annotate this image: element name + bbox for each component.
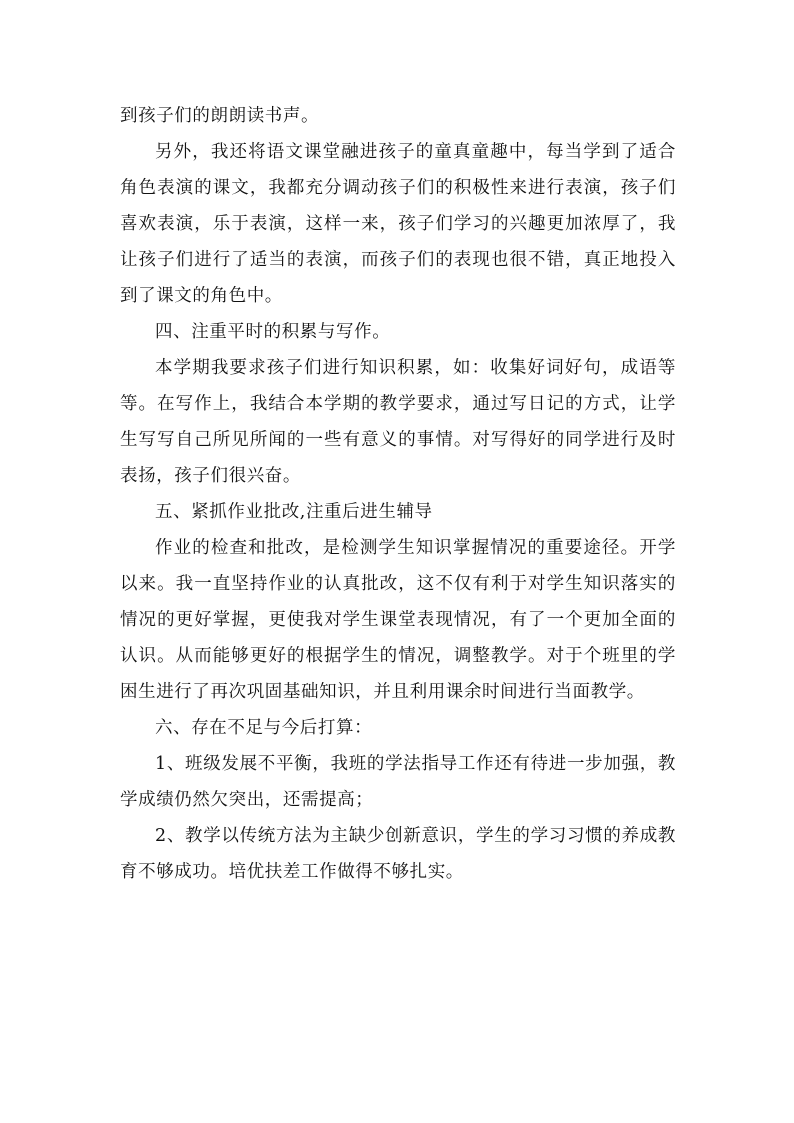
- list-item-2: 2、教学以传统方法为主缺少创新意识，学生的学习习惯的养成教育不够成功。培优扶差工作做得不够扎实。: [120, 826, 676, 882]
- document-body: [120, 98, 676, 890]
- list-item-1: 1、班级发展不平衡，我班的学法指导工作还有待进一步加强，教学成绩仍然欠突出，还需提高；: [120, 754, 676, 810]
- section-heading-5: 五、紧抓作业批改,注重后进生辅导: [155, 502, 433, 522]
- section-heading-4: 四、注重平时的积累与写作。: [155, 322, 391, 342]
- paragraph-accumulation: 本学期我要求孩子们进行知识积累，如：收集好词好句，成语等等。在写作上，我结合本学期的教学要求，通过写日记的方式，让学生写写自己所见所闻的一些有意义的事情。对写得好的同学进行及时表扬，孩子们很兴奋。: [120, 358, 676, 486]
- section-heading-6: 六、存在不足与今后打算：: [155, 718, 373, 738]
- paragraph-homework: 作业的检查和批改，是检测学生知识掌握情况的重要途径。开学以来。我一直坚持作业的认真批改，这不仅有利于对学生知识落实的情况的更好掌握，更使我对学生课堂表现情况，有了一个更加全面的认识。从而能够更好的根据学生的情况，调整教学。对于个班里的学困生进行了再次巩固基础知识，并且利用课余时间进行当面教学。: [120, 538, 676, 702]
- paragraph-role-play: 另外，我还将语文课堂融进孩子的童真童趣中，每当学到了适合角色表演的课文，我都充分调动孩子们的积极性来进行表演，孩子们喜欢表演，乐于表演，这样一来，孩子们学习的兴趣更加浓厚了，我让孩子们进行了适当的表演，而孩子们的表现也很不错，真正地投入到了课文的角色中。: [120, 142, 676, 306]
- paragraph-continuation: 到孩子们的朗朗读书声。: [120, 106, 320, 126]
